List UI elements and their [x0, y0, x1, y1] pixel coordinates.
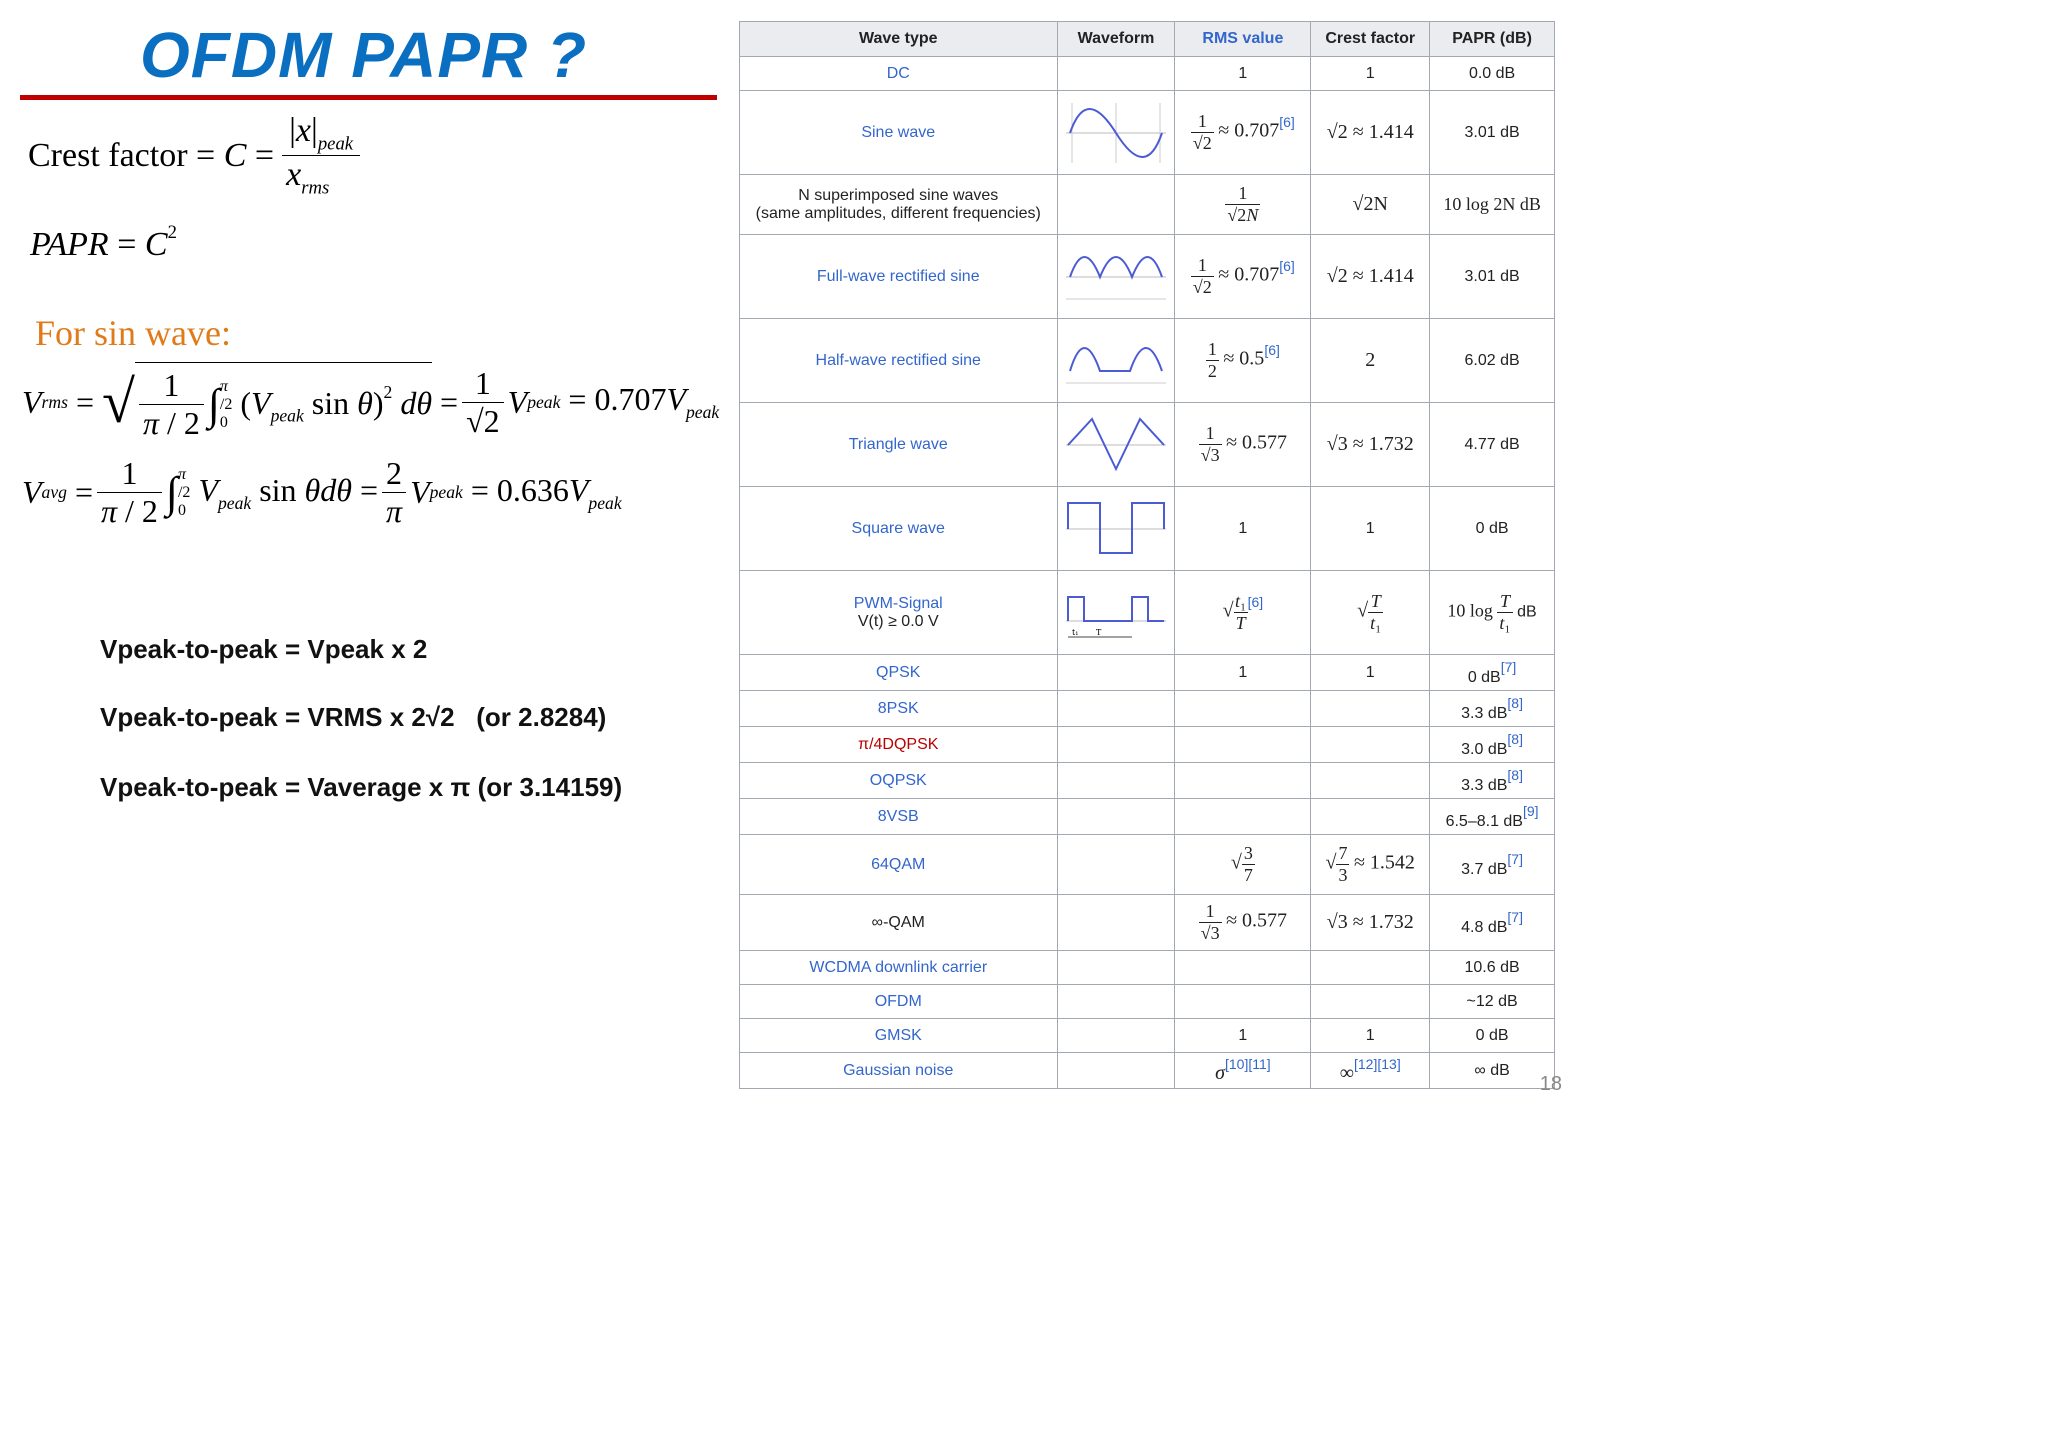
papr-cell: 0 dB — [1430, 487, 1555, 571]
wave-name-cell — [740, 175, 1058, 235]
table-row — [740, 835, 1555, 895]
papr-cell: ∞ dB — [1430, 1053, 1555, 1089]
wave-name: N superimposed sine waves — [798, 186, 999, 204]
rms-cell: $\frac{1}{2}$ ≈ 0.5[6] — [1175, 319, 1311, 403]
ref-link[interactable]: [6] — [1264, 341, 1280, 358]
table-row — [740, 799, 1555, 835]
table-row — [740, 655, 1555, 691]
crest-cell — [1311, 799, 1430, 835]
papr-cell: 0 dB — [1430, 1019, 1555, 1053]
half-wave-rectified-icon — [1066, 331, 1166, 391]
crest-cell — [1311, 691, 1430, 727]
wave-link[interactable]: 8VSB — [740, 799, 1058, 835]
wave-name-note: (same amplitudes, different frequencies) — [755, 204, 1041, 222]
vpp-label-1: Vpeak-to-peak — [100, 634, 278, 664]
vpp-rhs-3: = Vaverage x π (or 3.14159) — [284, 772, 623, 802]
waveform-cell — [1057, 727, 1175, 763]
crest-cell — [1311, 763, 1430, 799]
page-number: 18 — [1539, 1073, 1562, 1095]
ref-link[interactable]: [12][13] — [1354, 1056, 1401, 1073]
rms-value: σ — [1215, 1061, 1225, 1084]
rms-value: ≈ 0.707 — [1218, 263, 1280, 286]
ref-link[interactable]: [6] — [1279, 113, 1295, 130]
rms-cell — [1175, 799, 1311, 835]
ref-link[interactable]: [6] — [1279, 257, 1295, 274]
papr-cell: 10 log 2N dB — [1430, 175, 1555, 235]
waveform-cell — [1057, 691, 1175, 727]
crest-num-sub: peak — [317, 133, 354, 155]
title-underline — [20, 95, 717, 100]
svg-text:T: T — [1095, 627, 1102, 637]
wave-link[interactable]: Square wave — [740, 487, 1058, 571]
vpp-line-3 — [100, 772, 622, 803]
ref-link[interactable]: [7] — [1507, 850, 1523, 867]
papr-cell: ~12 dB — [1430, 985, 1555, 1019]
crest-cell: √3 ≈ 1.732 — [1311, 403, 1430, 487]
table-row — [740, 1053, 1555, 1089]
papr-cell — [1430, 835, 1555, 895]
rms-cell: 1 — [1175, 655, 1311, 691]
ref-link[interactable]: [9] — [1522, 802, 1539, 819]
wave-link[interactable]: 64QAM — [740, 835, 1058, 895]
waveform-cell — [1057, 763, 1175, 799]
crest-den-x: x — [286, 156, 302, 194]
wave-link[interactable]: OQPSK — [740, 763, 1058, 799]
waveform-cell — [1057, 895, 1175, 951]
rms-value: ≈ 0.577 — [1226, 909, 1288, 932]
ref-link[interactable]: [6] — [1247, 593, 1264, 610]
papr-lhs: PAPR — [30, 225, 109, 263]
crest-cell — [1311, 951, 1430, 985]
crest-cell: √3 ≈ 1.732 — [1311, 895, 1430, 951]
header-crest: Crest factor — [1311, 22, 1430, 57]
waveform-cell — [1057, 799, 1175, 835]
waveform-cell — [1057, 1053, 1175, 1089]
rms-cell: √ $\frac{3}{7}$ — [1175, 835, 1311, 895]
rms-cell — [1175, 1053, 1311, 1089]
table-row — [740, 951, 1555, 985]
wave-link[interactable]: π/4DQPSK — [740, 727, 1058, 763]
waveform-cell — [1057, 91, 1175, 175]
wave-name-note: V(t) ≥ 0.0 V — [857, 612, 939, 630]
crest-cell: √2N — [1311, 175, 1430, 235]
ref-link[interactable]: [7] — [1507, 908, 1523, 925]
crest-value: ∞ — [1339, 1061, 1354, 1084]
wave-link[interactable]: DC — [740, 57, 1058, 91]
table-row — [740, 727, 1555, 763]
waveform-cell — [1057, 319, 1175, 403]
table-row — [740, 985, 1555, 1019]
rms-cell — [1175, 691, 1311, 727]
rms-cell: $\frac{1}{√3}$ ≈ 0.577 — [1175, 403, 1311, 487]
wave-link[interactable]: Full-wave rectified sine — [740, 235, 1058, 319]
waveform-cell — [1057, 57, 1175, 91]
ref-link[interactable]: [8] — [1507, 766, 1523, 783]
papr-exp: 2 — [167, 222, 177, 243]
crest-value: ≈ 1.542 — [1353, 851, 1415, 874]
vpp-rhs-2: = VRMS x 2√2 — [284, 702, 455, 732]
vpp-label-2: Vpeak-to-peak — [100, 702, 278, 732]
header-papr: PAPR (dB) — [1430, 22, 1555, 57]
crest-cell: √ $\frac{7}{3}$ ≈ 1.542 — [1311, 835, 1430, 895]
papr-cell: 0.0 dB — [1430, 57, 1555, 91]
rms-value: ≈ 0.577 — [1226, 431, 1288, 454]
papr-cell: 3.01 dB — [1430, 235, 1555, 319]
papr-cell — [1430, 895, 1555, 951]
papr-cell — [1430, 691, 1555, 727]
wave-link[interactable]: PWM-Signal — [853, 594, 943, 612]
papr-value: 3.7 dB — [1461, 860, 1508, 878]
triangle-waveform-icon — [1066, 415, 1166, 475]
crest-cell: 1 — [1311, 57, 1430, 91]
vrms-formula: V rms = √ $\frac{1}{\pi / 2}$ ∫ π /2 0 ($V_{peak}$ sin θ)$^2$ dθ = $\frac{1}{√2}$ V peak = $0.707V_{peak}$ — [22, 362, 719, 442]
papr-value: 3.3 dB — [1461, 704, 1508, 722]
header-wave-type: Wave type — [740, 22, 1058, 57]
ref-link[interactable]: [8] — [1507, 730, 1523, 747]
vpp-note-2: (or 2.8284) — [476, 702, 607, 732]
vpp-line-1 — [100, 634, 427, 665]
table-row — [740, 487, 1555, 571]
waveform-cell — [1057, 835, 1175, 895]
papr-cell: 10 log $\frac{T}{\text{t₁}}$ dB — [1430, 571, 1555, 655]
papr-cell — [1430, 763, 1555, 799]
table-row — [740, 175, 1555, 235]
papr-cell — [1430, 655, 1555, 691]
crest-cell: 1 — [1311, 487, 1430, 571]
crest-cell: √2 ≈ 1.414 — [1311, 91, 1430, 175]
wave-link[interactable]: Triangle wave — [740, 403, 1058, 487]
table-row — [740, 895, 1555, 951]
ref-link[interactable]: [7] — [1500, 658, 1517, 675]
wave-link[interactable]: 8PSK — [740, 691, 1058, 727]
vrms-result: = 0.707 — [568, 381, 667, 418]
table-row — [740, 319, 1555, 403]
header-rms[interactable]: RMS value — [1175, 22, 1311, 57]
crest-cell: 2 — [1311, 319, 1430, 403]
full-wave-rectified-icon — [1066, 247, 1166, 307]
svg-text:t₁: t₁ — [1071, 627, 1079, 637]
crest-cell: 1 — [1311, 655, 1430, 691]
sin-wave-heading: For sin wave: — [35, 313, 231, 353]
crest-cell: √2 ≈ 1.414 — [1311, 235, 1430, 319]
vpp-label-3: Vpeak-to-peak — [100, 772, 278, 802]
ref-link[interactable]: [10][11] — [1224, 1056, 1271, 1073]
papr-value: 3.0 dB — [1461, 740, 1508, 758]
pwm-waveform-icon — [1066, 583, 1166, 643]
papr-value: 4.8 dB — [1461, 918, 1508, 936]
table-row — [740, 235, 1555, 319]
table-row — [740, 403, 1555, 487]
papr-cell — [1430, 727, 1555, 763]
table-row — [740, 91, 1555, 175]
papr-value: 6.5–8.1 dB — [1445, 812, 1523, 830]
waveform-cell — [1057, 655, 1175, 691]
sine-waveform-icon — [1066, 103, 1166, 163]
header-waveform: Waveform — [1057, 22, 1175, 57]
wave-type-table — [739, 21, 1555, 1089]
wave-name-cell — [740, 571, 1058, 655]
wave-link[interactable]: GMSK — [740, 1019, 1058, 1053]
rms-cell — [1175, 985, 1311, 1019]
vavg-formula: V avg = $\frac{1}{\pi / 2}$ ∫ π /2 0 $V_{peak}$ sin θdθ = $\frac{2}{\pi}$ V peak = $0.636V_{peak}$ — [22, 455, 622, 529]
wave-name-cell — [740, 951, 1058, 985]
rms-cell: 1 — [1175, 487, 1311, 571]
rms-cell — [1175, 763, 1311, 799]
wave-link[interactable]: QPSK — [740, 655, 1058, 691]
papr-rhs: C — [144, 225, 168, 263]
papr-cell — [1430, 799, 1555, 835]
crest-cell — [1311, 1053, 1430, 1089]
wave-link[interactable]: OFDM — [740, 985, 1058, 1019]
table-header-row — [740, 22, 1555, 57]
waveform-cell — [1057, 985, 1175, 1019]
wave-link[interactable]: Gaussian noise — [740, 1053, 1058, 1089]
crest-cell: √ $\frac{T}{\text{t₁}}$ — [1311, 571, 1430, 655]
waveform-cell — [1057, 403, 1175, 487]
rms-cell: $\frac{1}{√2}$ ≈ 0.707[6] — [1175, 91, 1311, 175]
rms-value: ≈ 0.707 — [1218, 119, 1280, 142]
vpp-rhs-1: = Vpeak x 2 — [284, 634, 428, 664]
table-row — [740, 763, 1555, 799]
waveform-cell — [1057, 1019, 1175, 1053]
table-row — [740, 57, 1555, 91]
papr-value: 0 dB — [1467, 668, 1501, 686]
crest-cell — [1311, 727, 1430, 763]
crest-cell: 1 — [1311, 1019, 1430, 1053]
papr-value: 3.3 dB — [1461, 776, 1508, 794]
waveform-cell — [1057, 487, 1175, 571]
crest-factor-formula: Crest factor = C = $\frac{|x|_{peak}}{x_{rms}}$ — [28, 112, 364, 200]
rms-cell: √ $\frac{\text{t₁}}{T}$ [6] — [1175, 571, 1311, 655]
crest-var: C — [223, 136, 247, 174]
crest-num-x: x — [295, 112, 312, 149]
waveform-cell — [1057, 175, 1175, 235]
table-row — [740, 1019, 1555, 1053]
wave-link[interactable]: WCDMA downlink carrier — [809, 958, 988, 976]
waveform-cell — [1057, 951, 1175, 985]
papr-cell: 4.77 dB — [1430, 403, 1555, 487]
wave-name-cell: ∞-QAM — [740, 895, 1058, 951]
rms-cell — [1175, 727, 1311, 763]
rms-cell: 1 — [1175, 1019, 1311, 1053]
table-row — [740, 571, 1555, 655]
ref-link[interactable]: [8] — [1507, 694, 1523, 711]
papr-formula: PAPR = $C^2$ — [30, 222, 177, 263]
waveform-cell — [1057, 235, 1175, 319]
slide-title: OFDM PAPR ? — [140, 19, 588, 91]
wave-link[interactable]: Sine wave — [740, 91, 1058, 175]
crest-factor-label: Crest factor — [28, 136, 188, 174]
rms-cell: $\frac{1}{√2N}$ — [1175, 175, 1311, 235]
table-row — [740, 691, 1555, 727]
papr-cell: 6.02 dB — [1430, 319, 1555, 403]
vavg-result: = 0.636 — [470, 471, 569, 508]
wave-link[interactable]: Half-wave rectified sine — [740, 319, 1058, 403]
rms-value: ≈ 0.5 — [1223, 347, 1265, 370]
rms-cell: $\frac{1}{√3}$ ≈ 0.577 — [1175, 895, 1311, 951]
papr-cell: 10.6 dB — [1430, 951, 1555, 985]
crest-den-sub: rms — [301, 177, 330, 199]
papr-unit: dB — [1517, 603, 1537, 621]
papr-cell: 3.01 dB — [1430, 91, 1555, 175]
rms-cell: $\frac{1}{√2}$ ≈ 0.707[6] — [1175, 235, 1311, 319]
crest-cell — [1311, 985, 1430, 1019]
rms-cell — [1175, 951, 1311, 985]
waveform-cell — [1057, 571, 1175, 655]
vpp-line-2 — [100, 702, 606, 733]
rms-cell: 1 — [1175, 57, 1311, 91]
square-waveform-icon — [1066, 499, 1166, 559]
